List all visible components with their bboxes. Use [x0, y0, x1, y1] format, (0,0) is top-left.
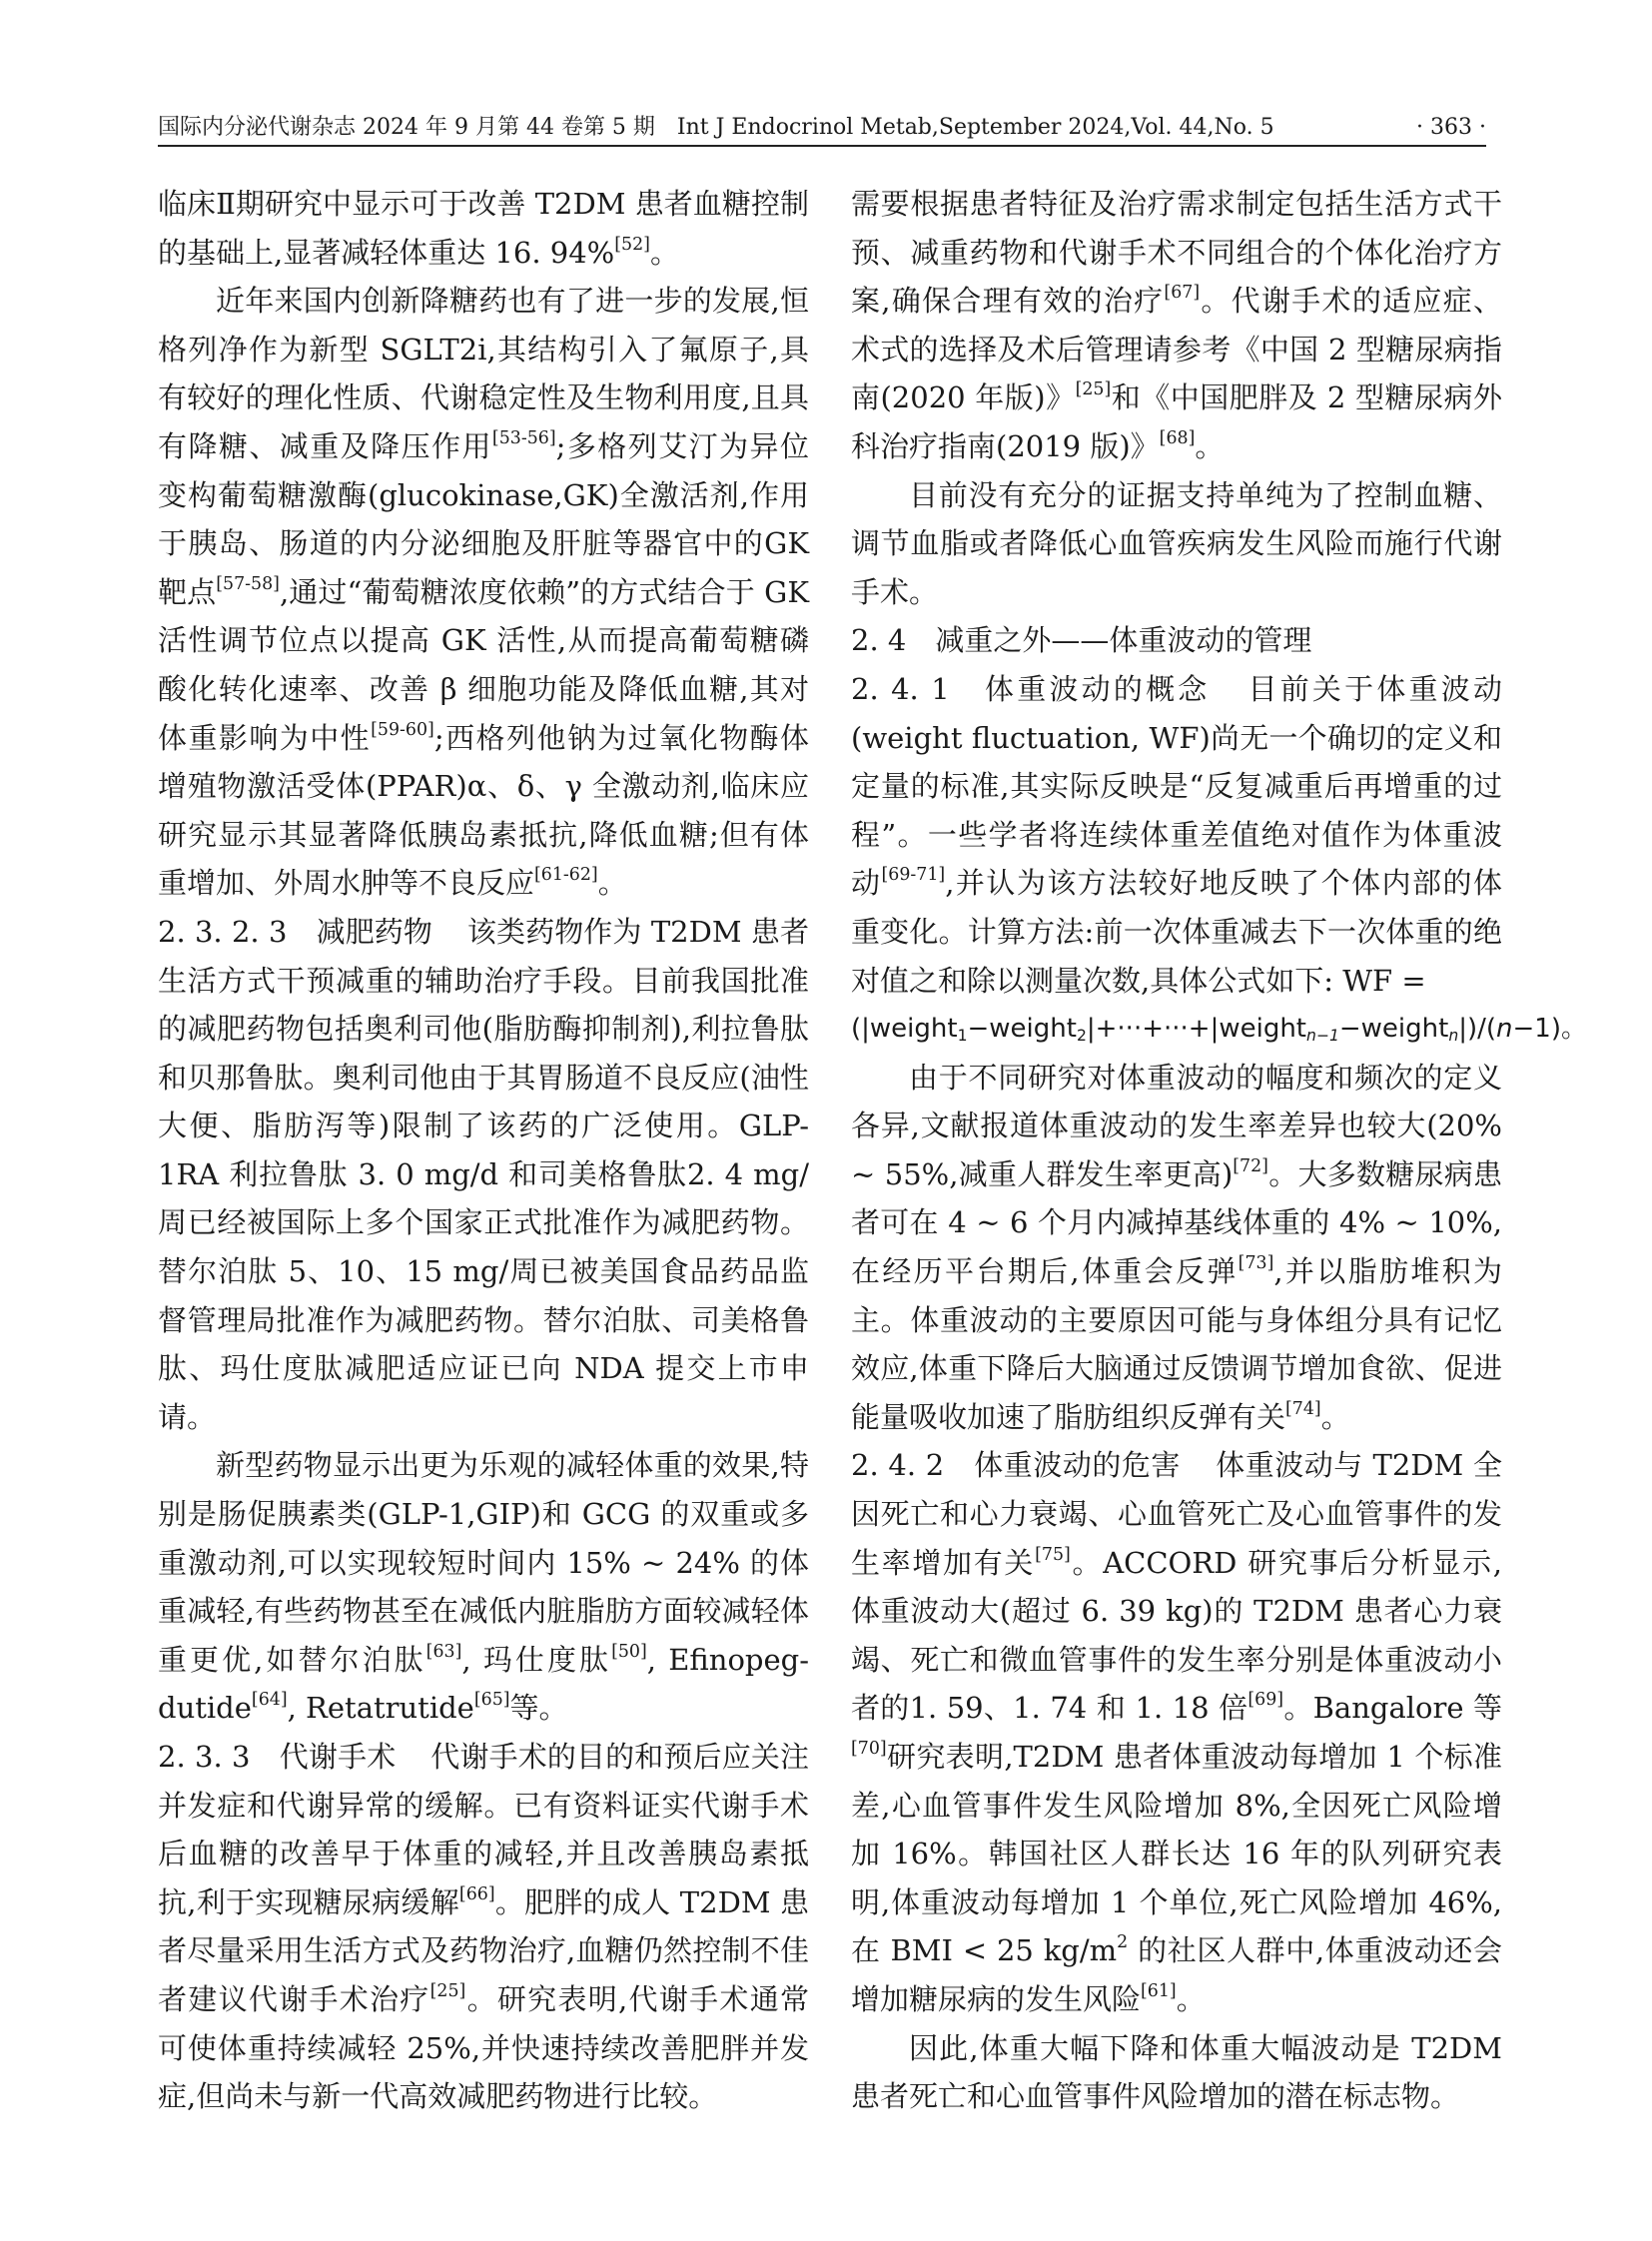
formula: (|weight$_1$−weight$_2$|+···+···+|weight$_{n-1}$−weight$_n$|)/(n−1)。 [851, 1014, 1587, 1045]
citation: [61] [1141, 1980, 1177, 2001]
citation: [66] [458, 1883, 495, 1904]
paragraph: 目前没有充分的证据支持单纯为了控制血糖、调节血脂或者降低心血管疾病发生风险而施行代谢手术。 [851, 477, 1502, 609]
section-heading-2-4-2: 2. 4. 2 体重波动的危害 体重波动与 T2DM 全因死亡和心力衰竭、心血管死亡及心血管事件的发生率增加有关[75]。ACCORD 研究事后分析显示,体重波动大(超过 6. 39 kg)的 T2DM 患者心力衰竭、死亡和微血管事件的发生率分别是体重波动小者的1. 59、1. 74 和 1. 18 倍[69]。Bangalore 等[70]研究表明,T2DM 患者体重波动每增加 1 个标准差,心血管事件发生风险增加 8%,全因死亡风险增加 16%。韩国社区人群长达 16 年的队列研究表明,体重波动每增加 1 个单位,死亡风险增加 46%,在 BMI < 25 $kg/m^2$ 的社区人群中,体重波动还会增加糖尿病的发生风险[61]。 [851, 1448, 1503, 2016]
section-heading-2-3-3: 2. 3. 3 代谢手术 代谢手术的目的和预后应关注并发症和代谢异常的缓解。已有资料证实代谢手术后血糖的改善早于体重的减轻,并且改善胰岛素抵抗,利于实现糖尿病缓解[66]。肥胖的成人 T2DM 患者尽量采用生活方式及药物治疗,血糖仍然控制不佳者建议代谢手术治疗[25]。研究表明,代谢手术通常可使体重持续减轻 25%,并快速持续改善肥胖并发症,但尚未与新一代高效减肥药物进行比较。 [158, 1740, 810, 2114]
citation: [68] [1159, 427, 1196, 448]
citation: [75] [1035, 1544, 1071, 1565]
paragraph: 近年来国内创新降糖药也有了进一步的发展,恒格列净作为新型 SGLT2i,其结构引入了氟原子,具有较好的理化性质、代谢稳定性及生物利用度,且具有降糖、减重及降压作用[53-56];多格列艾汀为异位变构葡萄糖激酶(glucokinase,GK)全激活剂,作用于胰岛、肠道的内分泌细胞及肝脏等器官中的GK 靶点[57-58],通过“葡萄糖浓度依赖”的方式结合于 GK 活性调节位点以提高 GK 活性,从而提高葡萄糖磷酸化转化速率、改善 β 细胞功能及降低血糖,其对体重影响为中性[59-60];西格列他钠为过氧化物酶体增殖物激活受体(PPAR)α、δ、γ 全激动剂,临床应研究显示其显著降低胰岛素抵抗,降低血糖;但有体重增加、外周水肿等不良反应[61-62]。 [158, 284, 809, 901]
citation: [61-62] [534, 865, 598, 886]
citation: [64] [251, 1690, 288, 1711]
page-number: · 363 · [1416, 115, 1486, 140]
citation: [25] [1075, 379, 1112, 400]
section-number: 2. 3. 2. 3 减肥药物 [158, 914, 433, 949]
section-heading-2-3-2-3: 2. 3. 2. 3 减肥药物 该类药物作为 T2DM 患者生活方式干预减重的辅助治疗手段。目前我国批准的减肥药物包括奥利司他(脂肪酶抑制剂),利拉鲁肽和贝那鲁肽。奥利司他由于其胃肠道不良反应(油性大便、脂肪泻等)限制了该药的广泛使用。GLP-1RA 利拉鲁肽 3. 0 mg/d 和司美格鲁肽2. 4 mg/周已经被国际上多个国家正式批准作为减肥药物。替尔泊肽 5、10、15 mg/周已被美国食品药品监督管理局批准作为减肥药物。替尔泊肽、司美格鲁肽、玛仕度肽减肥适应证已向 NDA 提交上市申请。 [158, 914, 809, 1434]
section-number: 2. 4. 1 体重波动的概念 [851, 671, 1211, 706]
citation: [50] [611, 1641, 647, 1662]
paragraph: 临床Ⅱ期研究中显示可于改善 T2DM 患者血糖控制的基础上,显著减轻体重达 16. 94%[52]。 [158, 187, 809, 270]
citation: [52] [614, 234, 650, 255]
running-header [158, 112, 1486, 144]
right-column [851, 180, 1587, 2121]
citation: [25] [429, 1980, 466, 2001]
superscript: 2 [1117, 1932, 1129, 1953]
left-column [158, 180, 809, 2121]
paragraph: 因此,体重大幅下降和体重大幅波动是 T2DM 患者死亡和心血管事件风险增加的潜在标志物。 [851, 2030, 1502, 2114]
section-heading-2-4: 2. 4 减重之外——体重波动的管理 [851, 623, 1312, 658]
section-number: 2. 4. 2 体重波动的危害 [851, 1448, 1181, 1483]
section-heading-2-4-1: 2. 4. 1 体重波动的概念 目前关于体重波动(weight fluctuation, WF)尚无一个确切的定义和定量的标准,其实际反映是“反复减重后再增重的过程”。一些学者将连续体重差值绝对值作为体重波动[69-71],并认为该方法较好地反映了个体内部的体重变化。计算方法:前一次体重减去下一次体重的绝对值之和除以测量次数,具体公式如下: WF = [851, 671, 1502, 998]
citation: [53-56] [491, 427, 556, 448]
citation: [67] [1164, 283, 1201, 304]
section-number: 2. 3. 3 代谢手术 [158, 1740, 397, 1774]
citation: [65] [473, 1690, 510, 1711]
citation: [63] [425, 1641, 462, 1662]
citation: [57-58] [216, 573, 280, 594]
citation: [73] [1238, 1253, 1274, 1274]
citation: [59-60] [371, 719, 434, 740]
paragraph: 由于不同研究对体重波动的幅度和频次的定义各异,文献报道体重波动的发生率差异也较大(20% ~ 55%,减重人群发生率更高)[72]。大多数糖尿病患者可在 4 ~ 6 个月内减掉基线体重的 4% ~ 10%,在经历平台期后,体重会反弹[73],并以脂肪堆积为主。体重波动的主要原因可能与身体组分具有记忆效应,体重下降后大脑通过反馈调节增加食欲、促进能量吸收加速了脂肪组织反弹有关[74]。 [851, 1060, 1502, 1434]
citation: [70] [851, 1738, 887, 1759]
citation: [69-71] [881, 865, 946, 886]
header-rule [158, 145, 1486, 147]
citation: [74] [1285, 1398, 1321, 1419]
citation: [72] [1233, 1155, 1268, 1176]
paragraph: 新型药物显示出更为乐观的减轻体重的效果,特别是肠促胰素类(GLP-1,GIP)和 GCG 的双重或多重激动剂,可以实现较短时间内 15% ~ 24% 的体重减轻,有些药物甚至在减低内脏脂肪方面较减轻体重更优,如替尔泊肽[63], 玛仕度肽[50], Efinopeg-dutide[64], Retatrutide[65]等。 [158, 1448, 809, 1726]
paragraph: 需要根据患者特征及治疗需求制定包括生活方式干预、减重药物和代谢手术不同组合的个体化治疗方案,确保合理有效的治疗[67]。代谢手术的适应症、术式的选择及术后管理请参考《中国 2 型糖尿病指南(2020 年版)》[25]和《中国肥胖及 2 型糖尿病外科治疗指南(2019 版)》[68]。 [851, 187, 1502, 463]
journal-citation: 国际内分泌代谢杂志 2024 年 9 月第 44 卷第 5 期 Int J Endocrinol Metab,September 2024,Vol. 44,No. 5 [158, 115, 1274, 140]
citation: [69] [1247, 1690, 1284, 1711]
